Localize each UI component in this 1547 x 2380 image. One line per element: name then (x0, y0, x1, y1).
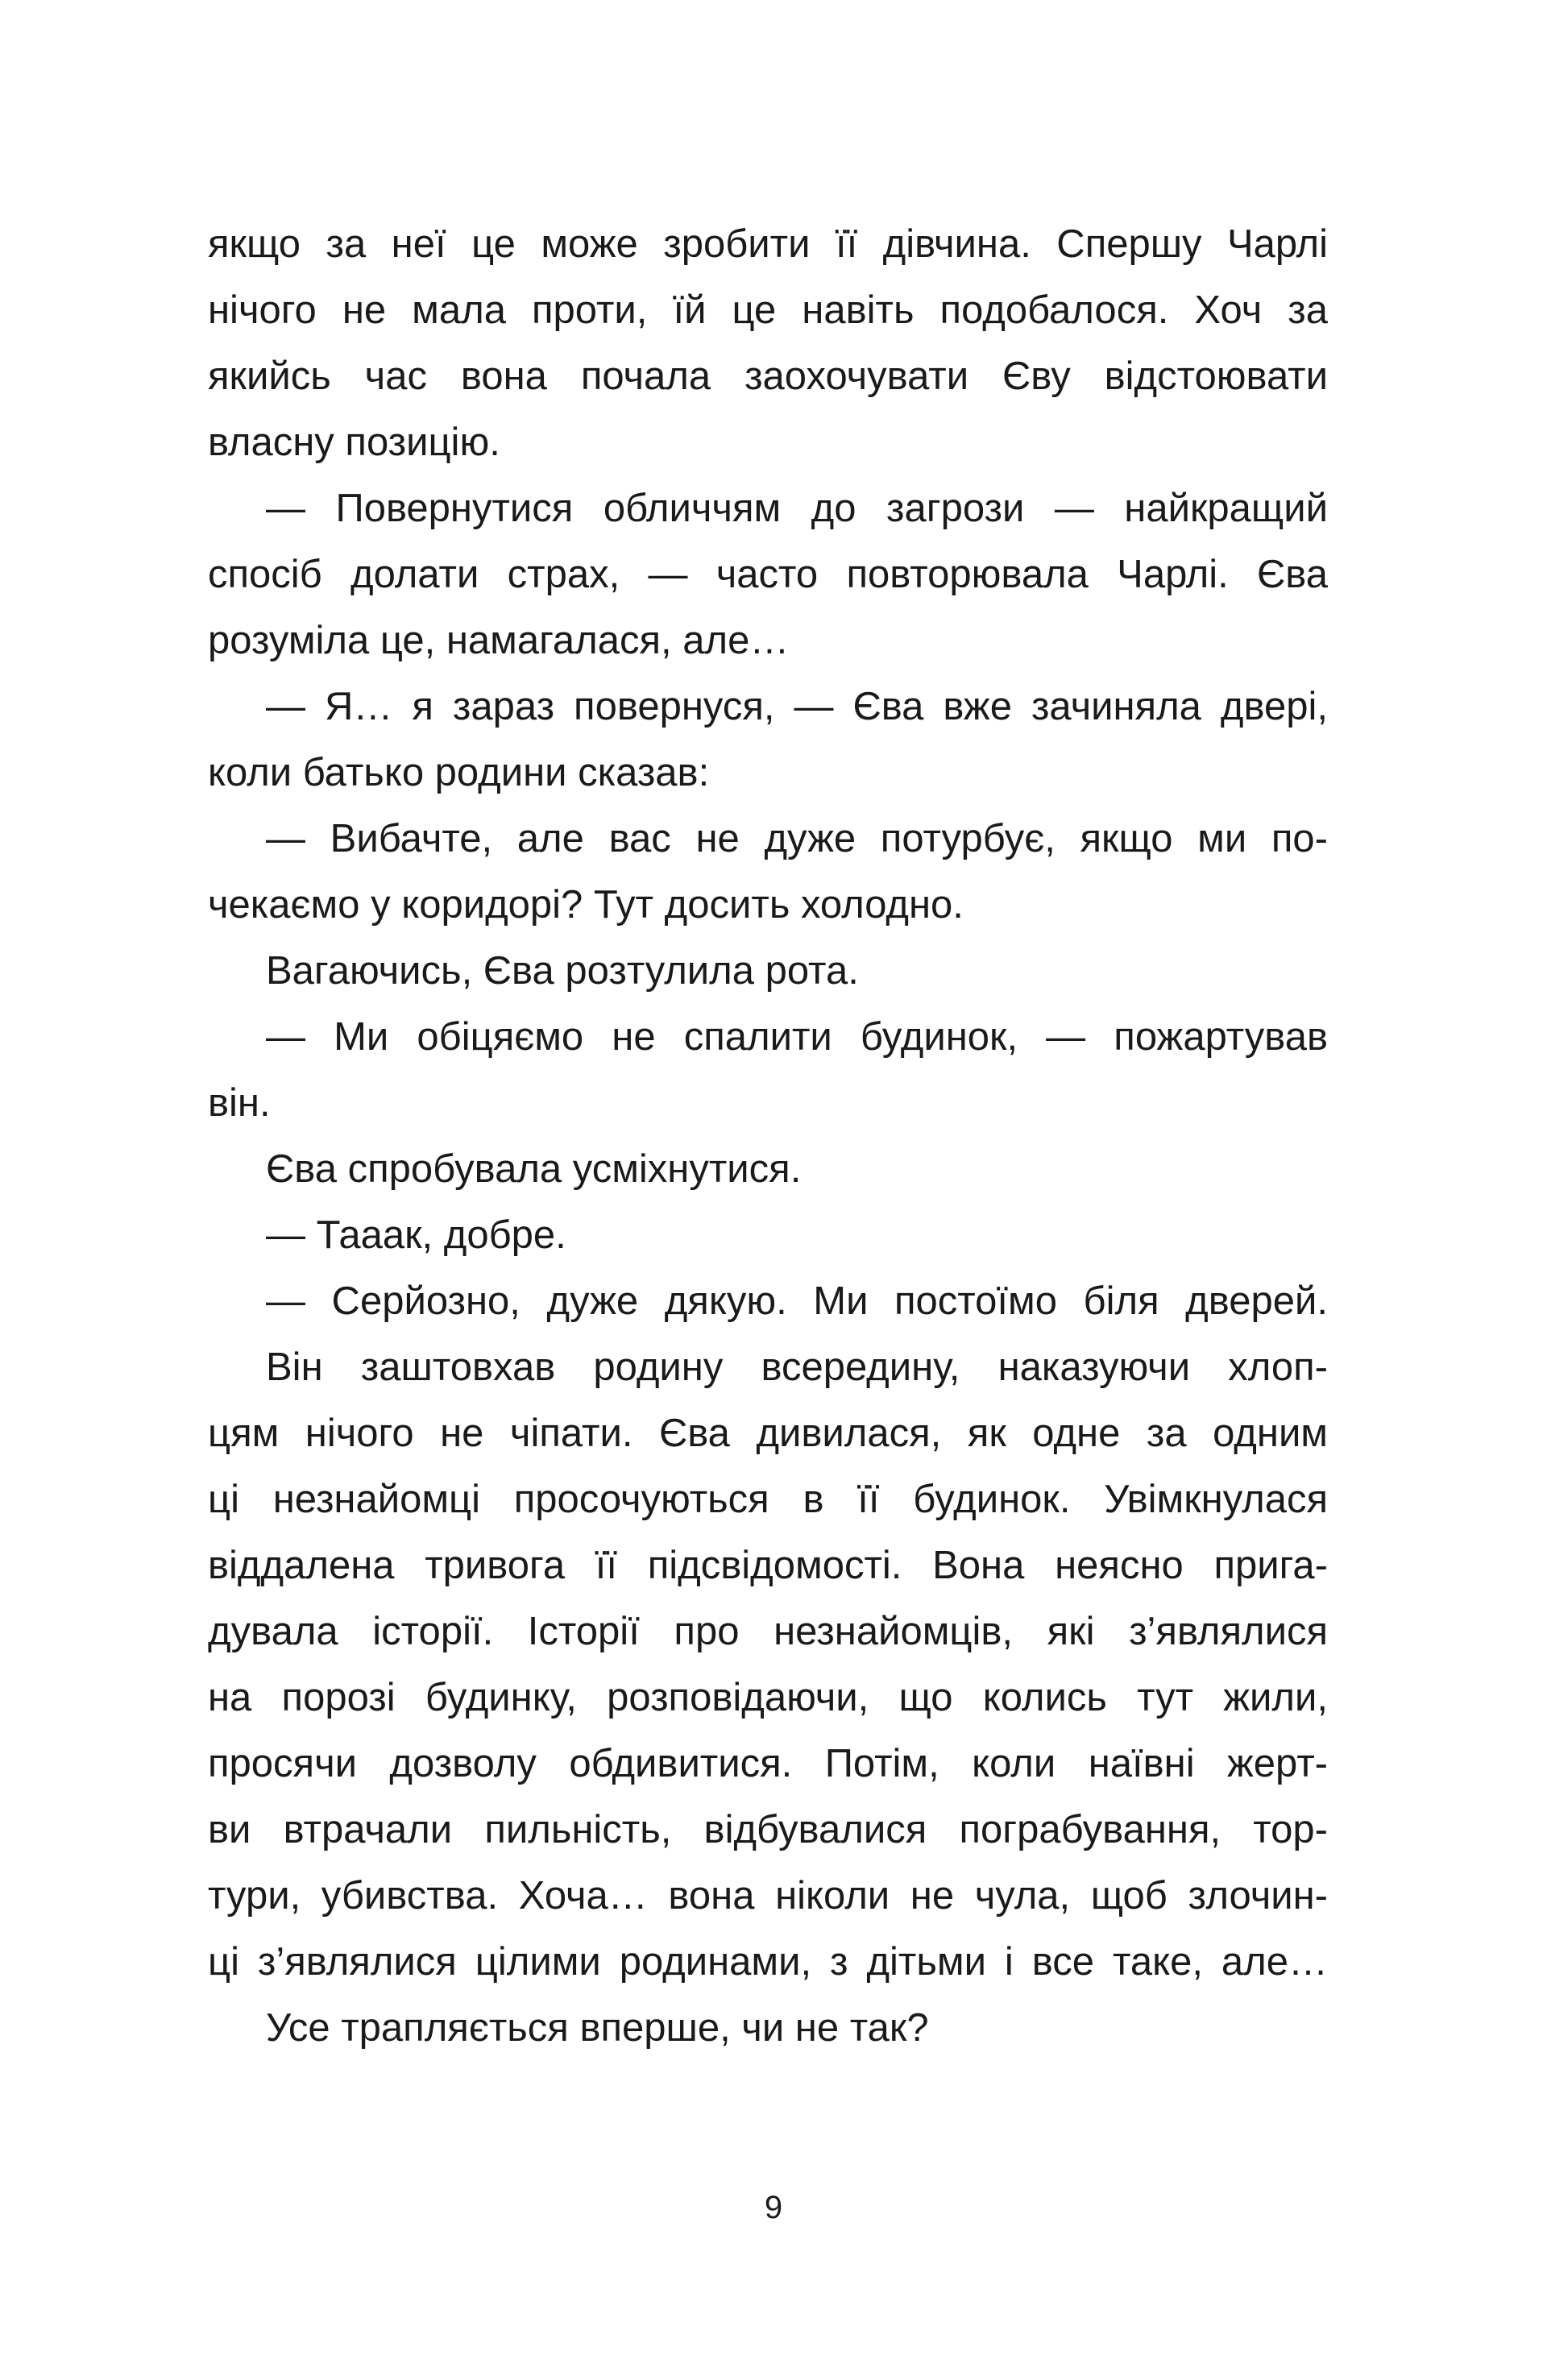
text-line: просячи дозволу обдивитися. Потім, коли наївні жерт- (208, 1742, 1328, 1785)
text-line: цям нічого не чіпати. Єва дивилася, як одне за одним (208, 1412, 1328, 1455)
text-line: — Повернутися обличчям до загрози — найкращий (266, 487, 1328, 530)
text-line: якщо за неї це може зробити її дівчина. Спершу Чарлі (208, 222, 1328, 266)
text-line: — Тааак, добре. (266, 1213, 566, 1257)
text-line: власну позицію. (208, 421, 500, 464)
text-line: Він заштовхав родину всередину, наказуючи хлоп- (266, 1345, 1328, 1389)
text-line: — Я… я зараз повернуся, — Єва вже зачиняла двері, (266, 685, 1328, 728)
text-line: ці незнайомці просочуються в її будинок. Увімкнулася (208, 1478, 1328, 1521)
text-line: віддалена тривога її підсвідомості. Вона неясно прига- (208, 1544, 1328, 1587)
text-line: чекаємо у коридорі? Тут досить холодно. (208, 883, 964, 927)
text-line: коли батько родини сказав: (208, 751, 710, 794)
text-line: спосіб долати страх, — часто повторювала Чарлі. Єва (208, 553, 1328, 596)
page-number: 9 (764, 2190, 783, 2225)
text-line: дувала історії. Історії про незнайомців, які з’являлися (208, 1610, 1328, 1653)
text-line: — Ми обіцяємо не спалити будинок, — пожартував (266, 1015, 1328, 1059)
text-line: ви втрачали пильність, відбувалися пограбування, тор- (208, 1808, 1328, 1851)
text-line: — Вибачте, але вас не дуже потурбує, якщо ми по- (266, 817, 1328, 860)
text-line: розуміла це, намагалася, але… (208, 619, 790, 662)
text-line: тури, убивства. Хоча… вона ніколи не чула, щоб злочин- (208, 1874, 1328, 1918)
text-line: ці з’являлися цілими родинами, з дітьми і все таке, але… (208, 1940, 1328, 1984)
text-line: — Серйозно, дуже дякую. Ми постоїмо біля дверей. (266, 1279, 1328, 1323)
text-line: Єва спробувала усміхнутися. (266, 1147, 802, 1191)
text-line: він. (208, 1081, 271, 1125)
text-line: якийсь час вона почала заохочувати Єву відстоювати (208, 355, 1328, 398)
text-line: Усе трапляється вперше, чи не так? (266, 2006, 929, 2050)
text-line: на порозі будинку, розповідаючи, що колись тут жили, (208, 1676, 1328, 1719)
text-line: нічого не мала проти, їй це навіть подобалося. Хоч за (208, 288, 1328, 332)
text-line: Вагаючись, Єва розтулила рота. (266, 949, 859, 993)
